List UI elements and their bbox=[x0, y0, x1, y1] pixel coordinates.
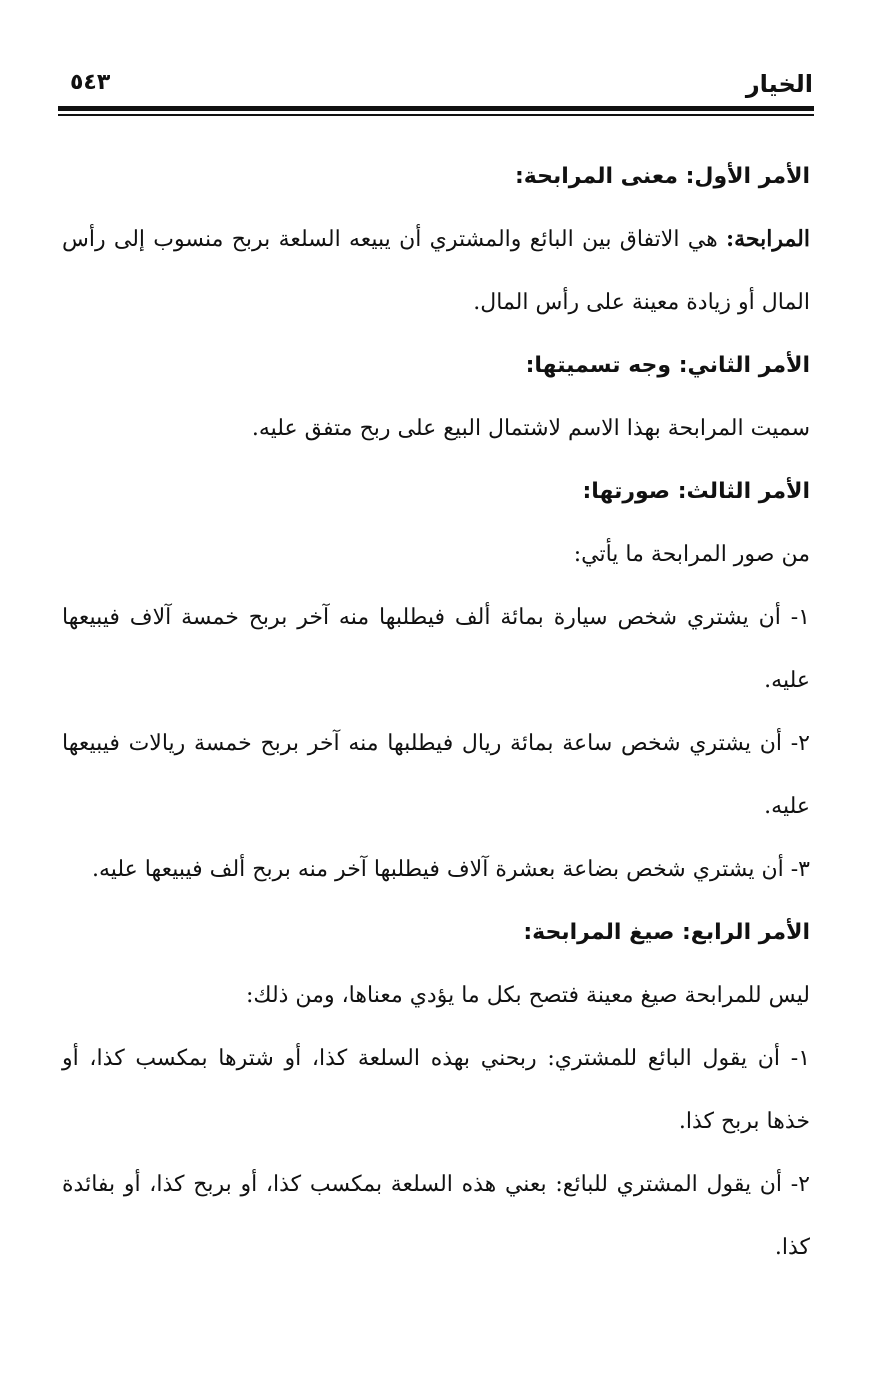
formula-item-1: ١- أن يقول البائع للمشتري: ربحني بهذه السلعة كذا، أو شترها بمكسب كذا، أو خذها بربح كذا. bbox=[62, 1046, 811, 1134]
example-item-3: ٣- أن يشتري شخص بضاعة بعشرة آلاف فيطلبها آخر منه بربح ألف فيبيعها عليه. bbox=[91, 857, 810, 882]
page-body bbox=[62, 145, 810, 1279]
defined-term: المرابحة: bbox=[725, 226, 810, 252]
page-number: ٥٤٣ bbox=[70, 70, 111, 95]
header-rule-thin bbox=[58, 114, 814, 116]
definition-text: هي الاتفاق بين البائع والمشتري أن يبيعه السلعة بربح منسوب إلى رأس المال أو زيادة معينة على رأس المال. bbox=[62, 227, 810, 315]
section-heading-3: الأمر الثالث: صورتها: bbox=[582, 479, 810, 504]
section-heading-4: الأمر الرابع: صيغ المرابحة: bbox=[523, 920, 810, 945]
examples-intro: من صور المرابحة ما يأتي: bbox=[573, 542, 810, 567]
example-item-2: ٢- أن يشتري شخص ساعة بمائة ريال فيطلبها منه آخر بربح خمسة ريالات فيبيعها عليه. bbox=[62, 731, 810, 819]
running-title: الخيار bbox=[745, 70, 813, 98]
formulas-intro: ليس للمرابحة صيغ معينة فتصح بكل ما يؤدي معناها، ومن ذلك: bbox=[245, 983, 810, 1008]
example-item-1: ١- أن يشتري شخص سيارة بمائة ألف فيطلبها منه آخر بربح خمسة آلاف فيبيعها عليه. bbox=[62, 605, 810, 693]
section-heading-1: الأمر الأول: معنى المرابحة: bbox=[514, 164, 810, 189]
definition-paragraph bbox=[62, 208, 810, 334]
naming-paragraph: سميت المرابحة بهذا الاسم لاشتمال البيع على ربح متفق عليه. bbox=[251, 416, 810, 441]
formula-item-2: ٢- أن يقول المشتري للبائع: بعني هذه السلعة بمكسب كذا، أو بربح كذا، أو بفائدة كذا. bbox=[62, 1172, 810, 1260]
page-header bbox=[60, 70, 813, 104]
section-heading-2: الأمر الثاني: وجه تسميتها: bbox=[525, 353, 810, 378]
header-rule-thick bbox=[58, 106, 814, 111]
